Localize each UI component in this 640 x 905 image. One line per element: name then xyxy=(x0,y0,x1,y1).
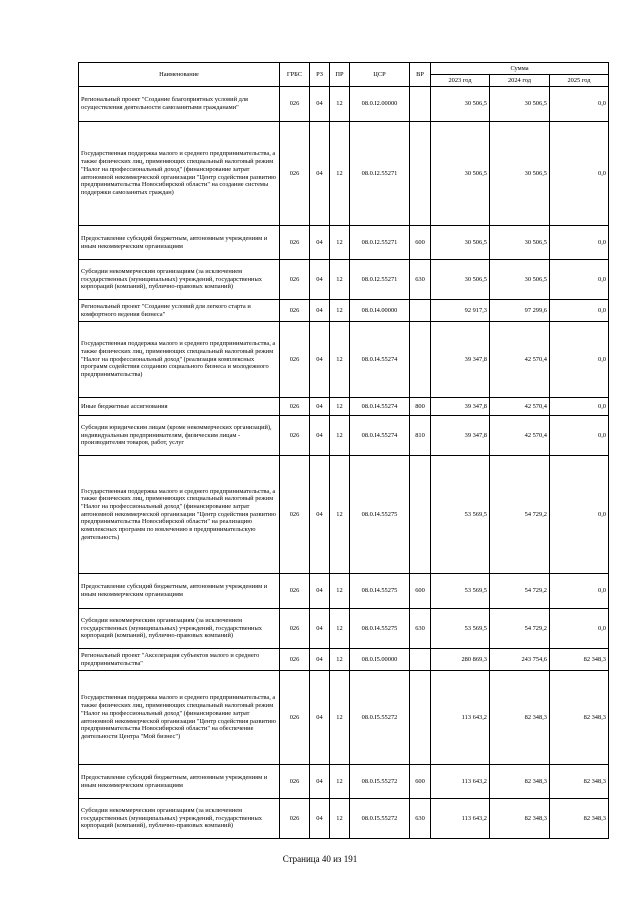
row-rz: 04 xyxy=(310,300,330,322)
row-sum-2024: 82 348,3 xyxy=(490,799,550,839)
row-sum-2025: 0,0 xyxy=(550,609,609,649)
row-sum-2023: 280 869,3 xyxy=(431,649,490,671)
row-pr: 12 xyxy=(330,456,350,574)
row-csr: 08.0.I2.55271 xyxy=(350,122,410,226)
row-vr: 600 xyxy=(410,226,431,260)
row-sum-2024: 243 754,6 xyxy=(490,649,550,671)
row-name: Государственная поддержка малого и среднего предпринимательства, а также физических лиц, применяющих специальный налоговый режим "Налог на профессиональный доход" (финансирование затрат автономной некоммерческой организации "Центр содействия развитию предпринимательства Новосибирской области" на реализацию комплексных программ по вовлечению в предпринимательскую деятельность) xyxy=(79,456,280,574)
row-sum-2024: 30 506,5 xyxy=(490,122,550,226)
row-vr: 600 xyxy=(410,765,431,799)
row-sum-2023: 39 347,8 xyxy=(431,416,490,456)
row-sum-2024: 42 570,4 xyxy=(490,322,550,398)
header-rz: РЗ xyxy=(310,63,330,87)
header-pr: ПР xyxy=(330,63,350,87)
row-name: Предоставление субсидий бюджетным, автономным учреждениям и иным некоммерческим организациям xyxy=(79,765,280,799)
table-row xyxy=(79,649,609,671)
row-grbs: 026 xyxy=(280,300,310,322)
table-row xyxy=(79,456,609,574)
row-grbs: 026 xyxy=(280,416,310,456)
row-name: Субсидии некоммерческим организациям (за исключением государственных (муниципальных) учреждений, государственных корпораций (компаний), публично-правовых компаний) xyxy=(79,260,280,300)
row-name: Субсидии юридическим лицам (кроме некоммерческих организаций), индивидуальным предпринимателям, физическим лицам - производителям товаров, работ, услуг xyxy=(79,416,280,456)
row-sum-2023: 92 917,3 xyxy=(431,300,490,322)
row-csr: 08.0.I4.55275 xyxy=(350,456,410,574)
row-csr: 08.0.I4.55274 xyxy=(350,398,410,416)
header-2025: 2025 год xyxy=(550,75,609,87)
row-sum-2023: 53 569,5 xyxy=(431,574,490,609)
row-grbs: 026 xyxy=(280,649,310,671)
row-sum-2024: 97 299,6 xyxy=(490,300,550,322)
row-pr: 12 xyxy=(330,671,350,765)
row-rz: 04 xyxy=(310,398,330,416)
row-rz: 04 xyxy=(310,122,330,226)
row-name: Региональный проект "Создание условий для легкого старта и комфортного ведения бизнеса" xyxy=(79,300,280,322)
row-vr: 600 xyxy=(410,574,431,609)
row-sum-2023: 30 506,5 xyxy=(431,226,490,260)
table-row xyxy=(79,416,609,456)
table-row xyxy=(79,87,609,122)
row-csr: 08.0.I2.00000 xyxy=(350,87,410,122)
row-name: Предоставление субсидий бюджетным, автономным учреждениям и иным некоммерческим организациям xyxy=(79,574,280,609)
row-pr: 12 xyxy=(330,609,350,649)
row-grbs: 026 xyxy=(280,122,310,226)
row-rz: 04 xyxy=(310,87,330,122)
table-row xyxy=(79,609,609,649)
row-vr xyxy=(410,322,431,398)
row-grbs: 026 xyxy=(280,609,310,649)
row-sum-2025: 82 348,3 xyxy=(550,649,609,671)
row-pr: 12 xyxy=(330,226,350,260)
row-sum-2024: 82 348,3 xyxy=(490,765,550,799)
row-pr: 12 xyxy=(330,765,350,799)
row-name: Региональный проект "Акселерация субъектов малого и среднего предпринимательства" xyxy=(79,649,280,671)
row-vr: 630 xyxy=(410,260,431,300)
row-grbs: 026 xyxy=(280,765,310,799)
table-row xyxy=(79,300,609,322)
budget-sheet xyxy=(78,62,608,839)
row-name: Иные бюджетные ассигнования xyxy=(79,398,280,416)
row-rz: 04 xyxy=(310,322,330,398)
row-grbs: 026 xyxy=(280,799,310,839)
row-sum-2023: 39 347,8 xyxy=(431,398,490,416)
row-sum-2023: 30 506,5 xyxy=(431,122,490,226)
row-sum-2025: 0,0 xyxy=(550,87,609,122)
table-header xyxy=(79,63,609,87)
row-sum-2025: 82 348,3 xyxy=(550,799,609,839)
table-row xyxy=(79,765,609,799)
row-vr xyxy=(410,87,431,122)
row-pr: 12 xyxy=(330,300,350,322)
row-csr: 08.0.I2.55271 xyxy=(350,226,410,260)
table-row xyxy=(79,799,609,839)
row-pr: 12 xyxy=(330,799,350,839)
row-rz: 04 xyxy=(310,671,330,765)
header-sum: Сумма xyxy=(431,63,609,75)
row-pr: 12 xyxy=(330,322,350,398)
table-body xyxy=(79,87,609,839)
row-csr: 08.0.I4.00000 xyxy=(350,300,410,322)
row-rz: 04 xyxy=(310,574,330,609)
row-sum-2025: 0,0 xyxy=(550,416,609,456)
row-grbs: 026 xyxy=(280,260,310,300)
row-pr: 12 xyxy=(330,260,350,300)
row-sum-2023: 30 506,5 xyxy=(431,260,490,300)
header-name: Наименование xyxy=(79,63,280,87)
row-rz: 04 xyxy=(310,765,330,799)
header-grbs: ГРБС xyxy=(280,63,310,87)
row-rz: 04 xyxy=(310,456,330,574)
row-vr xyxy=(410,456,431,574)
budget-table xyxy=(78,62,609,839)
row-rz: 04 xyxy=(310,416,330,456)
row-pr: 12 xyxy=(330,87,350,122)
row-csr: 08.0.I5.55272 xyxy=(350,799,410,839)
row-sum-2024: 30 506,5 xyxy=(490,87,550,122)
row-vr xyxy=(410,122,431,226)
header-csr: ЦСР xyxy=(350,63,410,87)
row-pr: 12 xyxy=(330,122,350,226)
row-csr: 08.0.I4.55274 xyxy=(350,416,410,456)
header-2024: 2024 год xyxy=(490,75,550,87)
row-sum-2025: 82 348,3 xyxy=(550,765,609,799)
row-name: Предоставление субсидий бюджетным, автономным учреждениям и иным некоммерческим организациям xyxy=(79,226,280,260)
row-sum-2023: 53 569,5 xyxy=(431,456,490,574)
row-grbs: 026 xyxy=(280,322,310,398)
row-rz: 04 xyxy=(310,799,330,839)
row-sum-2023: 113 643,2 xyxy=(431,799,490,839)
row-csr: 08.0.I4.55275 xyxy=(350,574,410,609)
row-csr: 08.0.I5.00000 xyxy=(350,649,410,671)
row-sum-2025: 0,0 xyxy=(550,398,609,416)
row-grbs: 026 xyxy=(280,87,310,122)
header-2023: 2023 год xyxy=(431,75,490,87)
row-sum-2024: 54 729,2 xyxy=(490,574,550,609)
row-sum-2025: 0,0 xyxy=(550,300,609,322)
row-name: Государственная поддержка малого и среднего предпринимательства, а также физических лиц, применяющих специальный налоговый режим "Налог на профессиональный доход" (финансирование затрат автономной некоммерческой организации "Центр содействия развитию предпринимательства Новосибирской области" на обеспечение деятельности Центра "Мой бизнес") xyxy=(79,671,280,765)
row-name: Государственная поддержка малого и среднего предпринимательства, а также физических лиц, применяющих специальный налоговый режим "Налог на профессиональный доход" (финансирование затрат автономной некоммерческой организации "Центр содействия развитию предпринимательства Новосибирской области" на создание системы поддержки самозанятых граждан) xyxy=(79,122,280,226)
table-row xyxy=(79,574,609,609)
row-sum-2024: 54 729,2 xyxy=(490,456,550,574)
row-pr: 12 xyxy=(330,416,350,456)
row-vr xyxy=(410,671,431,765)
row-rz: 04 xyxy=(310,649,330,671)
row-rz: 04 xyxy=(310,260,330,300)
row-pr: 12 xyxy=(330,649,350,671)
table-row xyxy=(79,226,609,260)
row-grbs: 026 xyxy=(280,671,310,765)
row-vr: 630 xyxy=(410,609,431,649)
row-csr: 08.0.I2.55271 xyxy=(350,260,410,300)
row-csr: 08.0.I5.55272 xyxy=(350,671,410,765)
row-vr xyxy=(410,300,431,322)
row-sum-2025: 82 348,3 xyxy=(550,671,609,765)
row-grbs: 026 xyxy=(280,226,310,260)
row-rz: 04 xyxy=(310,609,330,649)
row-name: Субсидии некоммерческим организациям (за исключением государственных (муниципальных) учреждений, государственных корпораций (компаний), публично-правовых компаний) xyxy=(79,799,280,839)
row-sum-2023: 53 569,5 xyxy=(431,609,490,649)
row-sum-2023: 30 506,5 xyxy=(431,87,490,122)
row-sum-2025: 0,0 xyxy=(550,574,609,609)
row-csr: 08.0.I4.55274 xyxy=(350,322,410,398)
page-number: Страница 40 из 191 xyxy=(282,854,358,864)
row-grbs: 026 xyxy=(280,574,310,609)
row-sum-2025: 0,0 xyxy=(550,260,609,300)
row-sum-2023: 113 643,2 xyxy=(431,765,490,799)
row-sum-2025: 0,0 xyxy=(550,122,609,226)
header-vr: ВР xyxy=(410,63,431,87)
table-row xyxy=(79,671,609,765)
row-vr: 810 xyxy=(410,416,431,456)
row-name: Субсидии некоммерческим организациям (за исключением государственных (муниципальных) учреждений, государственных корпораций (компаний), публично-правовых компаний) xyxy=(79,609,280,649)
table-row xyxy=(79,398,609,416)
row-csr: 08.0.I4.55275 xyxy=(350,609,410,649)
row-vr: 630 xyxy=(410,799,431,839)
row-pr: 12 xyxy=(330,574,350,609)
row-csr: 08.0.I5.55272 xyxy=(350,765,410,799)
row-grbs: 026 xyxy=(280,456,310,574)
row-sum-2023: 113 643,2 xyxy=(431,671,490,765)
row-sum-2024: 82 348,3 xyxy=(490,671,550,765)
row-sum-2024: 42 570,4 xyxy=(490,398,550,416)
row-sum-2024: 54 729,2 xyxy=(490,609,550,649)
row-sum-2024: 30 506,5 xyxy=(490,260,550,300)
table-row xyxy=(79,260,609,300)
row-sum-2024: 30 506,5 xyxy=(490,226,550,260)
row-sum-2024: 42 570,4 xyxy=(490,416,550,456)
row-grbs: 026 xyxy=(280,398,310,416)
row-name: Государственная поддержка малого и среднего предпринимательства, а также физических лиц, применяющих специальный налоговый режим "Налог на профессиональный доход" (реализация комплексных программ содействия созданию социального бизнеса и молодежного предпринимательства) xyxy=(79,322,280,398)
row-sum-2023: 39 347,8 xyxy=(431,322,490,398)
row-rz: 04 xyxy=(310,226,330,260)
row-vr: 800 xyxy=(410,398,431,416)
row-sum-2025: 0,0 xyxy=(550,322,609,398)
row-pr: 12 xyxy=(330,398,350,416)
row-vr xyxy=(410,649,431,671)
row-sum-2025: 0,0 xyxy=(550,226,609,260)
row-sum-2025: 0,0 xyxy=(550,456,609,574)
table-row xyxy=(79,322,609,398)
table-row xyxy=(79,122,609,226)
row-name: Региональный проект "Создание благоприятных условий для осуществления деятельности самозанятыми гражданами" xyxy=(79,87,280,122)
